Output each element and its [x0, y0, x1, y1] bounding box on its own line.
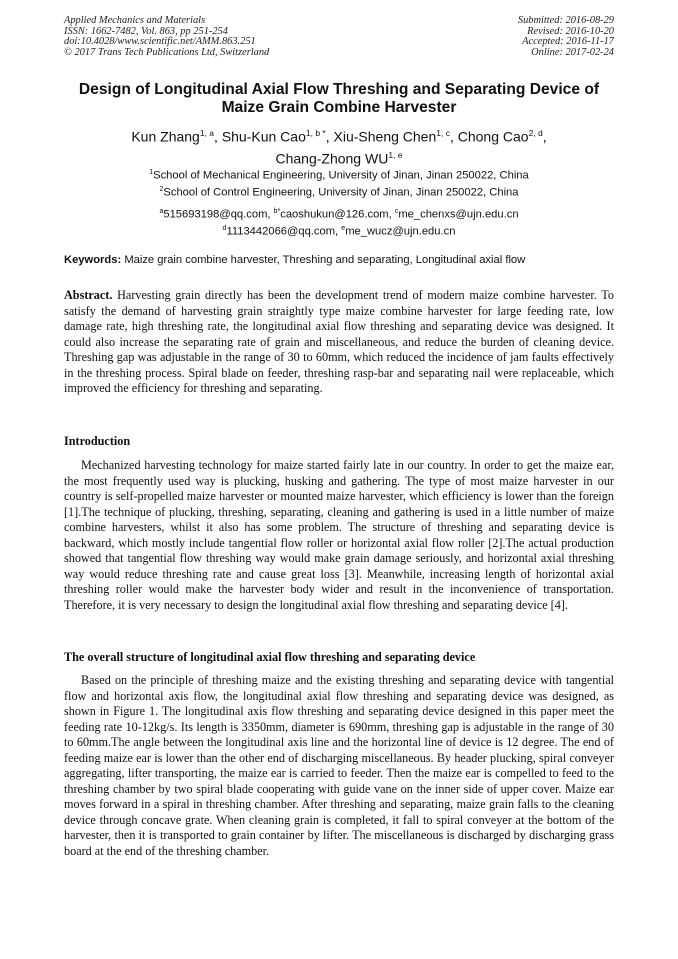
structure-body [64, 673, 614, 860]
author-list [60, 124, 618, 167]
email-marker: b* [273, 208, 281, 215]
author-marker: 1, e [388, 149, 403, 160]
author-name: Kun Zhang [131, 128, 200, 145]
affiliation-item [60, 183, 618, 200]
email-address: caoshukun@126.com, [280, 208, 395, 221]
journal-issn: ISSN: 1662-7482, Vol. 863, pp 251-254 [64, 25, 228, 37]
affiliation-text: School of Mechanical Engineering, University of Jinan, Jinan 250022, China [153, 169, 529, 182]
author-marker: 2, d [528, 128, 543, 138]
date-accepted: Accepted: 2016-11-17 [522, 36, 614, 48]
email-marker: e [341, 225, 346, 233]
author-name: Xiu-Sheng Chen [333, 128, 437, 145]
keywords-label: Keywords: [64, 254, 122, 266]
date-online: Online: 2017-02-24 [531, 46, 614, 58]
section-heading-structure: The overall structure of longitudinal axial flow threshing and separating device [64, 650, 476, 664]
publication-dates [518, 16, 614, 58]
title-line-2: Maize Grain Combine Harvester [221, 99, 457, 116]
email-list [60, 205, 618, 239]
abstract [64, 288, 614, 397]
introduction-paragraph: Mechanized harvesting technology for maize started fairly late in our country. In order to get the maize ear, the most frequently used way is plucking, husking and gathering. The type of most maize harvester in our country is self-propelled maize harvester or mounted maize harvester, which efficiency is lower than the foreign [1].The technique of plucking, threshing, separating, cleaning and gathering is used in a little number of maize combine harvesters, whilst it also has some problem. The structure of threshing and separating device is backward, which mostly include tangential flow roller or horizontal axial flow roller [2].The actual production showed that tangential flow threshing way would make grain damage seriously, and horizontal axial threshing way would reduce threshing rate and cause great loss [3]. Meanwhile, increasing length of horizontal axial threshing roller would make the harvester body wider and result in the inconvenience of transportation. Therefore, it is very necessary to design the longitudinal axial flow threshing and separating device [4]. [64, 458, 614, 612]
email-marker: a [159, 208, 164, 215]
author-separator: , [214, 128, 222, 145]
author-name: Chong Cao [457, 128, 529, 145]
email-address: 515693198@qq.com, [163, 208, 274, 221]
journal-name: Applied Mechanics and Materials [64, 15, 206, 26]
email-address: me_wucz@ujn.edu.cn [345, 225, 456, 238]
abstract-text: Harvesting grain directly has been the development trend of modern maize combine harvester. To satisfy the demand of harvesting grain straightly type maize combine harvester for large feeding rate, low damage rate, high threshing rate, the longitudinal axial flow threshing and separating device was designed. It could also increase the separating rate of grain and miscellaneous, and reduce the burden of cleaning device. Threshing gap was adjustable in the range of 30 to 60mm, which reduced the incidence of jam faults effectively in the threshing process. Spiral blade on feeder, threshing rasp-bar and separating nail were replaceable, which improved the efficiency for threshing and separating. [64, 288, 614, 396]
journal-copyright: © 2017 Trans Tech Publications Ltd, Switzerland [64, 46, 270, 58]
author-marker: 1, a [199, 128, 215, 138]
email-marker: d [222, 225, 227, 233]
author-name: Chang-Zhong WU [275, 150, 389, 167]
structure-paragraph: Based on the principle of threshing maize and the existing threshing and separating device with tangential flow and horizontal axis flow, the longitudinal axial flow threshing and separating device was designed, as shown in Figure 1. The longitudinal axis flow threshing and separating device designed in this paper meet the feeding rate 10-12kg/s. Its length is 3350mm, diameter is 690mm, threshing gap is adjustable in the range of 30 to 60mm.The angle between the longitudinal axis line and the horizontal line of device is 12 degree. The end of feeding maize ear is lower than the other end of discharging miscellaneous. By header plucking, spiral conveyer aggregating, lifter transporting, the maize ear is carried to feeder. Then the maize ear is compelled to feed to the threshing chamber by two spiral blade cooperating with guide vane on the inner side of upper cover. Maize ear moves forward in a spiral in threshing chamber. After threshing and separating, maize grain falls to the cleaning device through concave grate. When cleaning grain is completed, it fall to spiral conveyer at the bottom of the harvester, then it is transported to grain container by lifter. The miscellaneous is discharged by discharging grass board at the end of the threshing chamber. [64, 673, 614, 859]
affiliation-item [60, 166, 618, 183]
email-marker: c [394, 208, 399, 215]
paper-title [40, 81, 638, 117]
email-address: 1113442066@qq.com, [226, 225, 342, 238]
author-marker: 1, c [436, 128, 450, 138]
date-submitted: Submitted: 2016-08-29 [517, 15, 614, 26]
author-name: Shu-Kun Cao [221, 128, 306, 145]
title-line-1: Design of Longitudinal Axial Flow Threshing and Separating Device of [78, 81, 600, 98]
journal-doi: doi:10.4028/www.scientific.net/AMM.863.251 [64, 36, 256, 48]
journal-info [64, 16, 269, 58]
author-separator: , [449, 128, 458, 145]
abstract-label: Abstract. [64, 288, 113, 302]
author-separator: , [325, 128, 334, 145]
affiliation-marker: 2 [159, 186, 164, 194]
date-revised: Revised: 2016-10-20 [527, 25, 614, 37]
affiliation-marker: 1 [149, 169, 154, 176]
email-address: me_chenxs@ujn.edu.cn [398, 208, 519, 221]
affiliation-text: School of Control Engineering, University of Jinan, Jinan 250022, China [163, 186, 519, 199]
section-heading-introduction: Introduction [64, 434, 131, 448]
affiliation-list [60, 166, 618, 200]
introduction-body [64, 458, 614, 613]
author-separator: , [542, 128, 547, 145]
keywords-text: Maize grain combine harvester, Threshing and separating, Longitudinal axial flow [124, 254, 526, 266]
keywords [64, 253, 620, 267]
author-marker: 1, b * [305, 128, 326, 138]
